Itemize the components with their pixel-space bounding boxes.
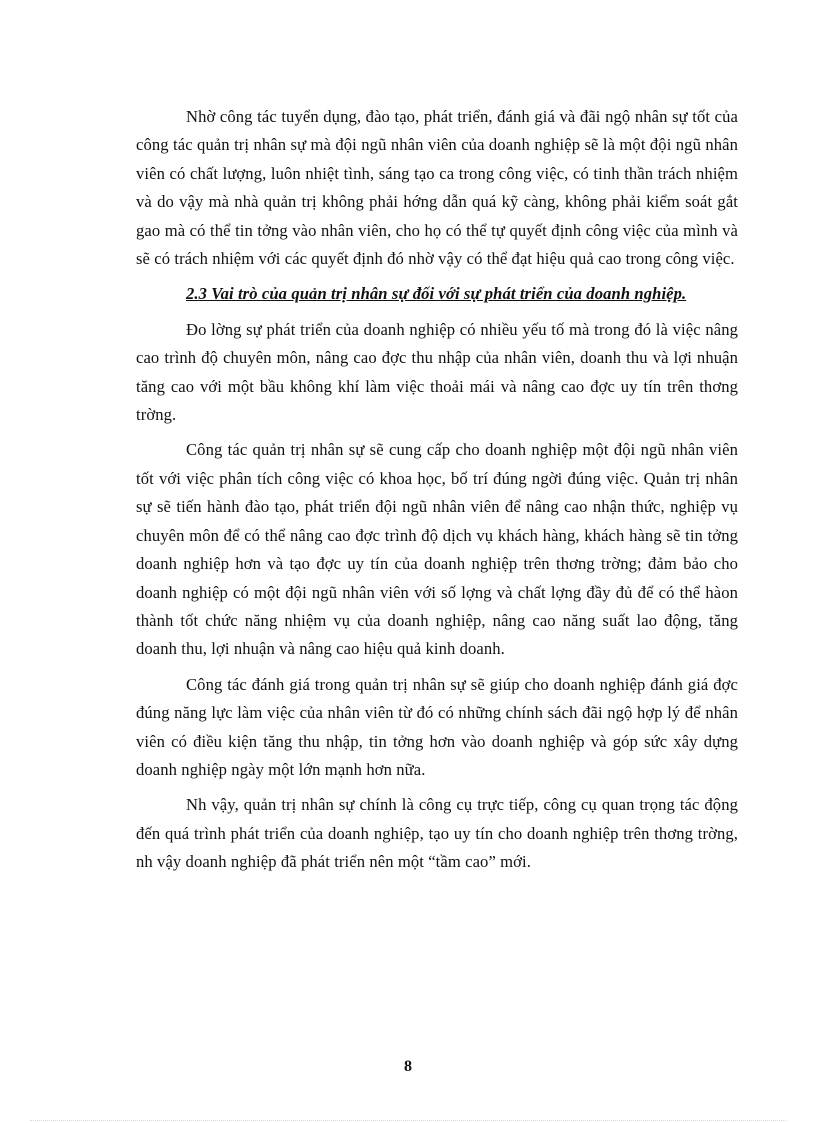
paragraph-2: Đo lờng sự phát triển của doanh nghiệp có nhiều yếu tố mà trong đó là việc nâng cao trình độ chuyên môn, nâng cao đợc thu nhập của nhân viên, doanh thu và lợi nhuận tăng cao với một bầu không khí làm việc thoải mái và nâng cao đợc uy tín trên thơng trờng.: [136, 319, 738, 425]
paragraph-spacer: [136, 784, 738, 791]
paragraph-spacer: [136, 429, 738, 436]
paragraph-5: Nh vậy, quản trị nhân sự chính là công cụ trực tiếp, công cụ quan trọng tác động đến quá trình phát triển của doanh nghiệp, tạo uy tín cho doanh nghiệp trên thơng trờng, nh vậy doanh nghiệp đã phát triển nên một “tầm cao” mới.: [136, 795, 738, 872]
page-content: [136, 103, 738, 877]
paragraph-spacer: [136, 273, 738, 280]
paragraph-4: Công tác đánh giá trong quản trị nhân sự sẽ giúp cho doanh nghiệp đánh giá đợc đúng năng lực làm việc của nhân viên từ đó có những chính sách đãi ngộ hợp lý để nhân viên có điều kiện tăng thu nhập, tin tởng hơn vào doanh nghiệp và góp sức xây dựng doanh nghiệp ngày một lớn mạnh hơn nữa.: [136, 674, 738, 779]
section-heading: 2.3 Vai trò của quản trị nhân sự đối với sự phát triển của doanh nghiệp.: [186, 284, 687, 304]
paragraph-3: Công tác quản trị nhân sự sẽ cung cấp cho doanh nghiệp một đội ngũ nhân viên tốt với việc phân tích công việc có khoa học, bố trí đúng ngời đúng việc. Quản trị nhân sự sẽ tiến hành đào tạo, phát triển đội ngũ nhân viên để nâng cao nhận thức, nghiệp vụ chuyên môn để có thể nâng cao đợc trình độ dịch vụ khách hàng, khách hàng sẽ tin tởng doanh nghiệp hơn và tạo đợc uy tín của doanh nghiệp trên thơng trờng; đảm bảo cho doanh nghiệp có một đội ngũ nhân viên với số lợng và chất lợng đầy đủ để có thể hàon thành tốt chức năng nhiệm vụ của doanh nghiệp, nâng cao năng suất lao động, tăng doanh thu, lợi nhuận và nâng cao hiệu quả kinh doanh.: [136, 440, 738, 659]
paragraph-1: Nhờ công tác tuyển dụng, đào tạo, phát triển, đánh giá và đãi ngộ nhân sự tốt của công tác quản trị nhân sự mà đội ngũ nhân viên của doanh nghiệp sẽ là một đội ngũ nhân viên có chất lượng, luôn nhiệt tình, sáng tạo ca trong công việc, có tinh thần trách nhiệm và do vậy mà nhà quản trị không phải hớng dẫn quá kỹ càng, không phải kiểm soát gắt gao mà có thể tin tởng vào nhân viên, cho họ có thể tự quyết định công việc của mình và sẽ có trách nhiệm với các quyết định đó nhờ vậy có thể đạt hiệu quả cao trong công việc.: [136, 107, 738, 269]
footer-divider: [30, 1120, 786, 1121]
paragraph-spacer: [136, 309, 738, 316]
page-number: 8: [404, 1058, 412, 1075]
paragraph-spacer: [136, 664, 738, 671]
